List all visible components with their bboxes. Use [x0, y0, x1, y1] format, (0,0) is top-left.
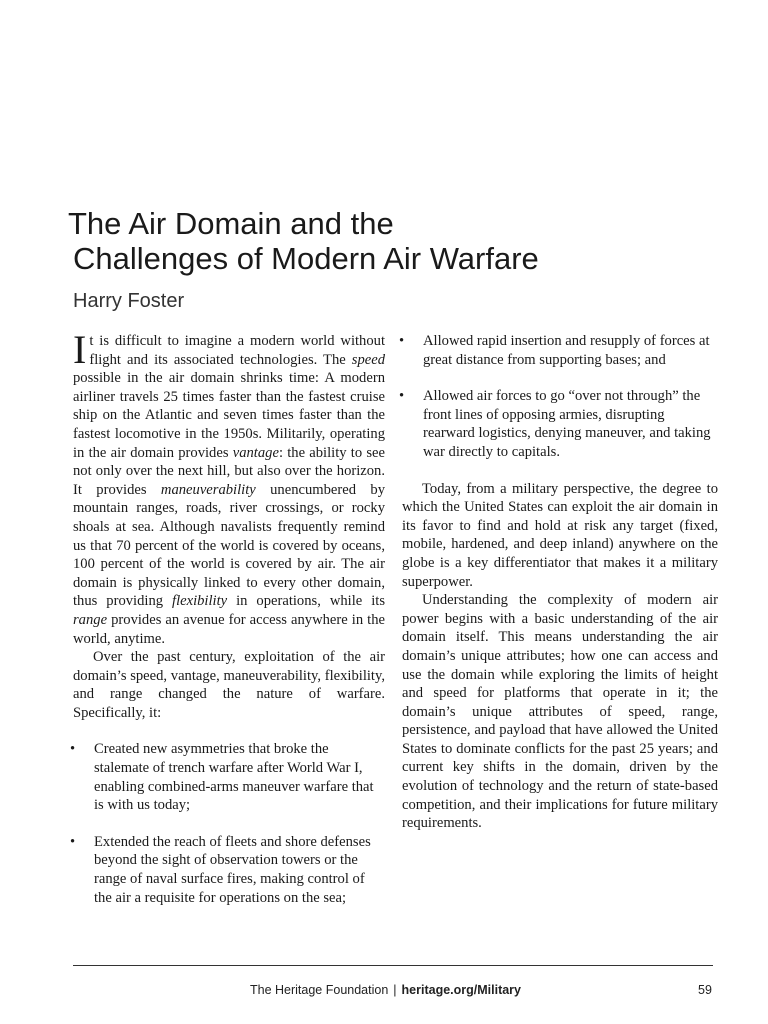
right-column [402, 332, 718, 833]
intro-text-3: : the ability to see not only over the next hill, but also over the horizon. It provides [73, 444, 385, 498]
footer-credit [250, 983, 521, 997]
list-item: • Created new asymmetries that broke the stalemate of trench warfare after World War I, enabling combined-arms maneuver warfare that is with us today; [73, 740, 385, 814]
intro-text-5: in operations, while its [227, 593, 385, 610]
intro-term-speed: speed [351, 351, 385, 368]
author-name: Harry Foster [73, 290, 185, 312]
left-column [73, 327, 385, 925]
list-item: • Allowed rapid insertion and resupply of forces at great distance from supporting bases; and [402, 332, 718, 369]
list-item: • Extended the reach of fleets and shore defenses beyond the sight of observation towers or the range of naval surface fires, making control of the air a requisite for operations on the sea; [73, 833, 385, 907]
footer-divider [73, 965, 713, 966]
drop-cap: I [73, 327, 87, 372]
title-line-2: Challenges of Modern Air Warfare [73, 241, 539, 276]
intro-text-4: unencumbered by mountain ranges, roads, river crossings, or rocky shoals at sea. Although navalists frequently remind us that 70 percent of the world is covered by oceans, 100 percent of the world is covered by air. The air domain is physically linked to every other domain, thus providing [73, 481, 385, 610]
title-line-1: The Air Domain and the [68, 206, 394, 241]
bullet-list [402, 332, 718, 462]
footer-publisher: The Heritage Foundation [250, 983, 389, 997]
intro-paragraph [73, 327, 385, 648]
intro-text-1: t is difficult to imagine a modern world without flight and its associated technologies. The [89, 333, 385, 368]
body-paragraph: Over the past century, exploitation of the air domain’s speed, vantage, maneuverability, flexibility, and range changed the nature of warfare. Specifically, it: [73, 649, 385, 721]
intro-text-2: possible in the air domain shrinks time: A modern airliner travels 25 times faster than the fastest cruise ship on the Atlantic and seven times faster than the fastest locomotive in the 1950s. Militarily, operating in the air domain provides [73, 370, 385, 461]
bullet-list [73, 740, 385, 907]
intro-term-vantage: vantage [232, 444, 279, 461]
body-paragraph: Understanding the complexity of modern air power begins with a basic understanding of the air domain itself. This means understanding the air domain’s unique attributes; how one can access and use the domain while exploring the limits of height and speed for platforms that operate in it; the domain’s unique attributes of speed, range, persistence, and payload that have allowed the United States to dominate conflicts for the past 25 years; and current key shifts in the domain, driven by the evolution of technology and the return of state-based competition, and their implications for future military requirements. [402, 592, 718, 832]
page-number: 59 [698, 983, 712, 997]
body-paragraph: Today, from a military perspective, the degree to which the United States can exploit the air domain in its favor to find and hold at risk any target (fixed, mobile, hardened, and deep inland) anywhere on the globe is a key differentiator that makes it a military superpower. [402, 480, 718, 590]
article-title [68, 206, 708, 276]
footer-separator: | [393, 983, 397, 997]
intro-term-maneuverability: maneuverability [160, 481, 256, 498]
intro-term-range: range [73, 611, 108, 628]
intro-text-6: provides an avenue for access anywhere in the world, anytime. [73, 611, 385, 647]
intro-term-flexibility: flexibility [172, 593, 228, 610]
footer-url-link[interactable]: heritage.org/Military [401, 983, 522, 997]
list-item: • Allowed air forces to go “over not through” the front lines of opposing armies, disrupting rearward logistics, denying maneuver, and taking war directly to capitals. [402, 387, 718, 461]
